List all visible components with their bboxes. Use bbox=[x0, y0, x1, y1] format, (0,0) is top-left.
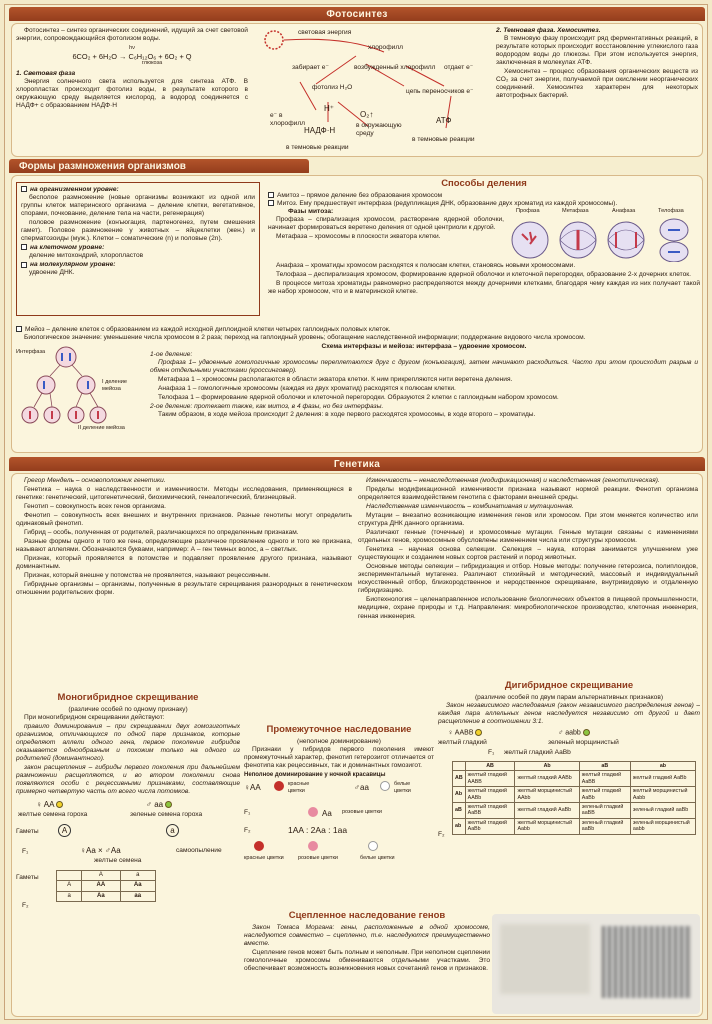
photosynthesis-equation: 6CO₂ + 6H₂O → C₆H₁₂O₆ + 6O₂ + Q bbox=[72, 51, 192, 61]
to-dark-reactions-1: в темновые реакции bbox=[286, 144, 349, 151]
genetics-right-3: Мутации – внезапно возникающие изменения генов или хромосом. При этом меняется количество или структура ДНК данного организма. bbox=[358, 512, 698, 528]
intermediate-title: Промежуточное наследование bbox=[266, 724, 412, 735]
di-female-genotype: ♀ AABB bbox=[448, 729, 474, 737]
inter-ratio: 1AA : 2Aa : 1aa bbox=[288, 825, 348, 836]
organism-level-label: на организменном уровне: bbox=[30, 186, 119, 193]
genetics-right-4: Различают генные (точечные) и хромосомные мутации. Генные мутации связаны с изменениями отдельных генов, хромосомные обусловлены изменением числа или структуры хромосом. bbox=[358, 529, 698, 545]
pink-flowers-label: розовые цветки bbox=[342, 809, 382, 816]
di-cell-2-4: зеленый гладкий aaBb bbox=[630, 802, 695, 818]
barcode-icon bbox=[602, 926, 690, 998]
dihybrid-text: Закон независимого наследования (закон независимого распределения генов) – каждая пара аллельных генов наследуется независимо от другой и дает расщепление в соотношении 3:1. bbox=[438, 701, 700, 725]
intermediate-text: Признаки у гибридов первого поколения имеют промежуточный характер, фенотип гетерозигот отличается от фенотипа как рецессивных, так и доминантных гомозигот. bbox=[244, 745, 434, 769]
checkbox-icon bbox=[21, 186, 27, 192]
excited-chlorophyll-label: возбужденный хлорофилл bbox=[354, 64, 436, 71]
dark-phase-text: В темновую фазу происходит ряд ферментативных реакций, в результате которых происходит восстановление углекислого газа водородом воды до глюкозы. При этом используется энергия, заключенная в молекулах АТФ. bbox=[496, 35, 698, 67]
reproduction-panel bbox=[11, 175, 703, 453]
monohybrid-title: Моногибридное скрещивание bbox=[57, 692, 199, 703]
punnett-head-A: A bbox=[82, 870, 120, 880]
genetics-left-8: Гибридные организмы – организмы, полученные в результате скрещивания разнородных в генетическом отношении родительских форм. bbox=[16, 581, 352, 597]
organism-level-heading bbox=[21, 186, 255, 194]
di-cell-2-3: зеленый гладкий aaBB bbox=[579, 802, 630, 818]
photosynthesis-title-bar bbox=[9, 7, 705, 21]
genetics-right-text bbox=[358, 477, 698, 673]
genetics-right-0: Изменчивость – ненаследственная (модификационная) и наследственная (генотипическая). bbox=[366, 477, 660, 484]
yellow-seeds-label: желтые семена гороха bbox=[18, 810, 88, 818]
mitosis-phases-text bbox=[268, 208, 504, 262]
photosynthesis-left bbox=[16, 27, 248, 155]
intermediate-example: Неполное доминирование у ночной красавицы bbox=[244, 771, 386, 778]
monohybrid-text-2: закон расщепления – гибриды первого поколения при дальнейшем размножении расщепляются, и во втором поколении снова появляются особи с рецессивными признаками, составляющие примерно четвертую часть от всего числа потомков. bbox=[16, 763, 240, 795]
h-plus-label: H⁺ bbox=[324, 104, 334, 113]
genetics-title-bar bbox=[9, 457, 705, 471]
reference-sheet bbox=[4, 4, 708, 1020]
green-pea-icon bbox=[165, 801, 172, 808]
intermediate-section bbox=[244, 722, 434, 904]
amitosis-text: Амитоз – прямое деление без образования хромосом bbox=[277, 191, 443, 199]
checkbox-icon bbox=[21, 262, 27, 268]
di-cell-2-2: желтый гладкий AaBb bbox=[515, 802, 579, 818]
di-cell-3-4: зеленый морщинистый aabb bbox=[630, 818, 695, 834]
punnett-corner bbox=[57, 870, 82, 880]
oxygen-label: O₂↑ bbox=[360, 110, 374, 119]
first-division-label: I деление мейоза bbox=[102, 379, 127, 392]
di-f2-label: F₂ bbox=[438, 830, 445, 838]
checkbox-icon bbox=[268, 200, 274, 206]
anaphase-text: Анафаза – хроматиды хромосом расходятся к полюсам клетки, становясь новыми хромосомами. bbox=[276, 261, 576, 269]
photosynthesis-diagram bbox=[256, 26, 486, 156]
di-cell-2-1: желтый гладкий AaBB bbox=[465, 802, 515, 818]
equation-over: hν bbox=[129, 45, 135, 52]
gives-electron-label: отдает e⁻ bbox=[444, 64, 474, 71]
mitosis-text: Митоз. Ему предшествует интерфаза (редупликация ДНК, образование двух хроматид из каждой хромосомы). bbox=[277, 199, 618, 207]
meiosis-line bbox=[16, 326, 700, 334]
monohybrid-text-0: При моногибридном скрещивании действуют: bbox=[24, 713, 165, 721]
yellow-pea-icon bbox=[56, 801, 63, 808]
mono-f1-seeds: желтые семена bbox=[94, 856, 142, 864]
f2-white-flower-icon bbox=[368, 841, 378, 851]
genetics-right-1: Пределы модификационной изменчивости признака называют нормой реакции. Фенотип организма определяется взаимодействием генотипа с факторами внешней среды. bbox=[358, 486, 698, 502]
di-row-aB: aB bbox=[453, 802, 466, 818]
di-cell-0-1: желтый гладкий AABB bbox=[465, 771, 515, 787]
metaphase-cell-icon bbox=[560, 222, 596, 258]
genetics-left-5: Разные формы одного и того же гена, определяющие различное проявление одного и того же признака, называют аллелями. Обозначаются буквами, например: А – ген темных волос, а – светлых. bbox=[16, 538, 352, 554]
publisher-info-blurred bbox=[492, 914, 700, 1014]
green-pea-icon bbox=[583, 729, 590, 736]
linked-section bbox=[244, 908, 490, 1014]
anaphase-cell-icon bbox=[608, 222, 644, 258]
photosynthesis-equation-block bbox=[16, 46, 248, 66]
genetics-left-3: Фенотип – совокупность всех внешних и внутренних признаков. Разные генотипы могут определить одинаковый фенотип. bbox=[16, 512, 352, 528]
di-row-AB: AB bbox=[453, 771, 466, 787]
prophase-text: Профаза – спирализация хромосом, растворение ядерной оболочки, начинает формироваться веретено деления от одной центриоли к другой. bbox=[268, 215, 504, 231]
genetics-right-6: Основные методы селекции – гибридизация и отбор. Новые методы: получение гетерозиса, полиплоидов, экспериментальный мутагенез. Различают стихийный и методический, массовый и индивидуальный искусственный отбор, близкородственное и неродственное скрещивание, внутривидовую и отдаленную гибридизацию. bbox=[358, 563, 698, 595]
intermediate-scheme bbox=[244, 779, 434, 869]
punnett-row-a: a bbox=[57, 891, 82, 901]
mitosis-line bbox=[268, 200, 700, 208]
molecular-level-heading bbox=[21, 261, 255, 269]
amitosis-line bbox=[268, 192, 700, 200]
linked-text-2: Сцепление генов может быть полным и неполным. При неполном сцеплении гомологичные хромосомы обмениваются отдельными участками. Это обеспечивает возможность возникновения новых сочетаний генов и признаков. bbox=[244, 948, 490, 972]
f2-pink-flower-icon bbox=[308, 841, 318, 851]
genetics-panel bbox=[11, 473, 703, 1017]
monohybrid-punnett bbox=[56, 870, 156, 902]
di-head-aB: aB bbox=[579, 761, 630, 770]
di-male-parent bbox=[558, 729, 590, 738]
chemosynthesis-text: Хемосинтез – процесс образования органических веществ из CO₂ за счет энергии, получаемой при окислении неорганических соединений. Хемосинтез характерен для некоторых автотрофных бактерий. bbox=[496, 68, 698, 100]
cell-level-text: деление митохондрий, хлоропластов bbox=[29, 252, 144, 260]
second-division-text: 2-ое деление: протекает также, как митоз, в 4 фазы, но без интерфазы. bbox=[150, 403, 384, 411]
first-division-heading: 1-ое деление: bbox=[150, 351, 193, 359]
di-cell-0-2: желтый гладкий AABb bbox=[515, 771, 579, 787]
punnett-head-a: a bbox=[120, 870, 156, 880]
phase-label-prophase: Профаза bbox=[516, 207, 540, 214]
gametes-label-2: Гаметы bbox=[16, 873, 39, 881]
mitosis-result-text: В процессе митоза хроматиды равномерно распределяются между дочерними клетками, благодаря чему каждая из них получает такой же набор хромосом, что и в материнской клетке. bbox=[268, 279, 700, 295]
electron-to-chlorophyll-label: e⁻ в хлорофилл bbox=[270, 112, 306, 128]
mono-female-genotype: ♀ AA bbox=[36, 799, 55, 809]
monohybrid-text-1: правило доминирования – при скрещивании двух гомозиготных организмов, отличающихся по одной паре признаков, которые определяют аллели одного гена, первое поколение гибридов оказывается однообразным и похожим только на одного из родителей (доминантного). bbox=[16, 722, 240, 762]
phase-label-telophase: Телофаза bbox=[658, 207, 684, 214]
reproduction-title-bar bbox=[9, 159, 705, 173]
white-flower-icon bbox=[380, 781, 390, 791]
inter-female-parent: ♀AA bbox=[244, 783, 261, 793]
di-corner bbox=[453, 761, 466, 770]
dihybrid-parents bbox=[438, 727, 700, 761]
metaphase1-text: Метафаза 1 – хромосомы располагаются в области экватора клетки. К ним прикрепляются нити веретена деления. bbox=[158, 376, 513, 384]
carriers-label: цепь переносчиков e⁻ bbox=[406, 88, 474, 95]
meiosis-scheme-heading: Схема интерфазы и мейоза: интерфаза – удвоение хромосом. bbox=[321, 343, 527, 351]
f2-red-flower-icon bbox=[254, 841, 264, 851]
prophase1-text: Профаза 1– удвоенные гомологичные хромосомы переплетаются друг с другом (конъюгация), затем начинают расходиться. Часто при этом происходит разрыв и обмен отдельными участками (кроссинговер). bbox=[150, 359, 698, 375]
phase-label-anaphase: Анафаза bbox=[612, 207, 636, 214]
linked-text-1: Закон Томаса Моргана: гены, расположенные в одной хромосоме, наследуются совместно – сцепленно, т.е. наследуются преимущественно вместе. bbox=[244, 923, 490, 947]
genetics-left-2: Генотип – совокупность всех генов организма. bbox=[24, 503, 167, 511]
di-head-AB: AB bbox=[465, 761, 515, 770]
di-cell-1-3: желтый гладкий AaBb bbox=[579, 787, 630, 803]
mono-male-parent bbox=[146, 800, 172, 810]
punnett-cell-AA: AA bbox=[82, 881, 120, 891]
red-flower-icon bbox=[274, 781, 284, 791]
gametes-label: Гаметы bbox=[16, 827, 39, 835]
photosynthesis-panel bbox=[11, 23, 703, 157]
blurred-text bbox=[500, 924, 590, 994]
light-energy-label: световая энергия bbox=[298, 29, 352, 36]
mono-f1-cross: ♀Aa × ♂Aa bbox=[80, 845, 121, 855]
di-f1-text: желтый гладкий AaBb bbox=[504, 748, 571, 756]
second-division-label: II деление мейоза bbox=[78, 425, 125, 432]
green-wrinkled-label: зеленый морщинистый bbox=[548, 738, 619, 746]
di-cell-1-1: желтый гладкий AABb bbox=[465, 787, 515, 803]
levels-box bbox=[16, 182, 260, 316]
photosynthesis-title: Фотосинтез bbox=[9, 7, 705, 21]
yellow-pea-icon bbox=[475, 729, 482, 736]
di-row-ab: ab bbox=[453, 818, 466, 834]
linked-title: Сцепленное наследование генов bbox=[288, 910, 446, 921]
metaphase-text: Метафаза – хромосомы в плоскости экватора клетки. bbox=[276, 232, 441, 240]
gamete-A: A bbox=[58, 824, 71, 837]
photosynthesis-intro: Фотосинтез – синтез органических соединений, идущий за счет световой энергии, сопровождающийся фотолизом воды. bbox=[16, 27, 248, 43]
pink-flower-icon bbox=[308, 807, 318, 817]
f2-white-label: белые цветки bbox=[360, 855, 395, 862]
di-cell-3-2: желтый морщинистый Aabb bbox=[515, 818, 579, 834]
telophase-text: Телофаза – деспирализация хромосом, формирование ядерной оболочки и клеточной перегородки, образование 2-х дочерних клеток. bbox=[276, 270, 692, 278]
di-f1-label: F₁ bbox=[488, 748, 495, 756]
di-head-ab: ab bbox=[630, 761, 695, 770]
meiosis-section bbox=[16, 326, 700, 450]
genetics-right-2: Наследственная изменчивость – комбинативная и мутационная. bbox=[366, 503, 574, 511]
equation-under: глюкоза bbox=[141, 59, 163, 66]
monohybrid-subtitle: (различие особей по одному признаку) bbox=[68, 705, 188, 713]
genetics-right-7: Биотехнология – целенаправленное использование биологических объектов в пищевой промышленности, медицине, охране природы и т.д. Направления: микробиологическое производство, клеточная инженерия, генная инженерия. bbox=[358, 596, 698, 620]
inter-male-parent: ♂aa bbox=[354, 783, 369, 793]
meiosis-text: Мейоз – деление клеток с образованием из каждой исходной диплоидной клетки четырех гаплоидных половых клеток. bbox=[25, 326, 391, 333]
white-flowers-label: белые цветки bbox=[394, 781, 411, 794]
molecular-level-label: на молекулярном уровне: bbox=[30, 261, 116, 269]
genetics-left-0: Грегор Мендель – основоположник генетики. bbox=[24, 477, 166, 484]
punnett-row-A: A bbox=[57, 881, 82, 891]
mono-male-genotype: ♂ aa bbox=[146, 799, 164, 809]
inter-f1-label: F₁ bbox=[244, 809, 251, 817]
interphase-label: Интерфаза bbox=[16, 349, 46, 356]
f2-red-label: красные цветки bbox=[244, 855, 284, 862]
genetics-title: Генетика bbox=[9, 457, 705, 471]
inter-f2-label: F₂ bbox=[244, 827, 251, 835]
monohybrid-section bbox=[16, 690, 240, 1014]
nadfh-label: НАДФ·Н bbox=[304, 126, 336, 135]
phases-heading: Фазы митоза: bbox=[288, 207, 334, 215]
meiosis-text-block bbox=[150, 343, 698, 433]
di-head-Ab: Ab bbox=[515, 761, 579, 770]
punnett-cell-aa: aa bbox=[120, 891, 156, 901]
sun-icon bbox=[265, 31, 283, 49]
molecular-level-text: удвоение ДНК. bbox=[29, 269, 75, 277]
dihybrid-subtitle: (различие особей по двум парам альтернативных признаков) bbox=[474, 693, 664, 701]
prophase-cell-icon bbox=[512, 222, 548, 258]
organism-level-text-1: бесполое размножение (новые организмы возникают из одной или группы клеток материнского организма – деление клетки, вегетативное, спорами, почкование, деление тела на части, регенерация) bbox=[21, 194, 255, 218]
mono-f1-label: F₁ bbox=[22, 847, 29, 855]
genetics-left-text bbox=[16, 477, 352, 689]
di-female-parent bbox=[448, 729, 482, 738]
di-cell-3-3: зеленый гладкий aaBb bbox=[579, 818, 630, 834]
checkbox-icon bbox=[21, 244, 27, 250]
mitosis-phases-svg bbox=[508, 208, 698, 262]
meiosis-body bbox=[16, 343, 700, 433]
di-cell-0-3: желтый гладкий AaBB bbox=[579, 771, 630, 787]
reproduction-title: Формы размножения организмов bbox=[9, 159, 309, 173]
genetics-right-5: Генетика – научная основа селекции. Селекция – наука, которая занимается улучшением уже существующих и созданием новых сортов растений и пород животных. bbox=[358, 546, 698, 562]
takes-electron-label: забирает e⁻ bbox=[292, 64, 329, 71]
dihybrid-section bbox=[438, 678, 700, 904]
light-phase-heading: 1. Световая фаза bbox=[16, 70, 76, 78]
di-male-genotype: ♂ aabb bbox=[558, 729, 581, 737]
mono-female-parent bbox=[36, 800, 63, 810]
light-phase-text: Энергия солнечного света используется для синтеза АТФ. В хлоропластах происходит фотолиз воды, в результате которого в окружающую среду выделяется кислород, а водород соединяется с НАДФ+ с образованием НАДФ·Н bbox=[16, 78, 248, 110]
telophase1-text: Телофаза 1 – формирование ядерной оболочки и клеточной перегородки. Образуются 2 клетки с гаплоидным набором хромосом. bbox=[158, 394, 559, 402]
checkbox-icon bbox=[16, 326, 22, 332]
dihybrid-punnett bbox=[452, 761, 696, 835]
checkbox-icon bbox=[268, 192, 274, 198]
phase-label-metaphase: Метафаза bbox=[562, 207, 589, 214]
di-row-Ab: Ab bbox=[453, 787, 466, 803]
di-cell-3-1: желтый гладкий AaBb bbox=[465, 818, 515, 834]
dark-phase-heading: 2. Темновая фаза. Хемосинтез. bbox=[496, 27, 601, 34]
f2-pink-label: розовые цветки bbox=[298, 855, 338, 862]
monohybrid-scheme bbox=[16, 800, 240, 930]
photosynthesis-right bbox=[496, 27, 698, 155]
mitosis-phases-row bbox=[268, 208, 700, 262]
genetics-left-4: Гибрид – особь, полученная от родителей, различающихся по определенным признакам. bbox=[24, 529, 299, 537]
cell-level-label: на клеточном уровне: bbox=[30, 244, 105, 252]
mitosis-cells-figure bbox=[508, 208, 698, 262]
genetics-left-6: Признак, который проявляется в потомстве и подавляет проявление другого признака, называют доминантным. bbox=[16, 555, 352, 571]
division-methods bbox=[268, 176, 700, 324]
oxygen-env-label: в окружающую среду bbox=[356, 122, 402, 138]
yellow-smooth-label: желтый гладкий bbox=[438, 738, 487, 746]
anaphase1-text: Анафаза 1 – гомологичные хромосомы (каждая из двух хроматид) расходятся к полюсам клетки. bbox=[158, 385, 456, 393]
intermediate-subtitle: (неполное доминирование) bbox=[297, 737, 381, 745]
meiosis-figure bbox=[16, 343, 146, 433]
atf-label: АТФ bbox=[436, 116, 452, 125]
meiosis-cells-icon bbox=[22, 347, 106, 423]
genetics-left-1: Генетика – наука о наследственности и изменчивости. Методы исследования, применяющиеся в генетике: генетический, цитогенетический, биохимический, генеалогический, близнецовый. bbox=[16, 486, 352, 502]
organism-level-text-2: половое размножение (конъюгация, партеногенез, путем смешения гамет). Половое размножение у животных – яйцеклетки (жен.) и сперматозоиды (муж.). Клетки – соматические (n) и половые (2n). bbox=[21, 219, 255, 243]
gamete-a: a bbox=[166, 824, 179, 837]
to-dark-reactions-2: в темновые реакции bbox=[412, 136, 475, 143]
telophase-cell-icon bbox=[660, 219, 688, 262]
inter-f1-genotype: Aa bbox=[322, 809, 332, 819]
dihybrid-title: Дигибридное скрещивание bbox=[504, 680, 634, 691]
division-title: Способы деления bbox=[441, 178, 527, 189]
punnett-cell-Aa-1: Aa bbox=[120, 881, 156, 891]
di-cell-0-4: желтый гладкий AaBb bbox=[630, 771, 695, 787]
photolysis-label: фотолиз H₂O bbox=[312, 84, 353, 91]
self-pollination-label: самоопыление bbox=[176, 846, 222, 854]
chlorophyll-label: хлорофилл bbox=[368, 44, 404, 51]
genetics-left-7: Признак, который внешне у потомства не проявляется, называют рецессивным. bbox=[24, 572, 271, 580]
dihybrid-grid-wrap bbox=[438, 761, 700, 838]
di-cell-1-2: желтый морщинистый AAbb bbox=[515, 787, 579, 803]
meiosis-bio-text: Биологическое значение: уменьшение числа хромосом в 2 раза; переход на гаплоидный уровень; обогащение наследственной информации; поддержание видового числа хромосом. bbox=[24, 334, 586, 342]
mono-f2-label: F₂ bbox=[22, 901, 29, 909]
punnett-cell-Aa-2: Aa bbox=[82, 891, 120, 901]
green-seeds-label: зеленые семена гороха bbox=[130, 810, 203, 818]
di-cell-1-4: желтый морщинистый Aabb bbox=[630, 787, 695, 803]
meiosis-result-text: Таким образом, в ходе мейоза происходит 2 деления: в ходе первого расходятся хромосомы, в ходе второго – хроматиды. bbox=[158, 411, 536, 419]
red-flowers-label: красные цветки bbox=[288, 781, 310, 794]
